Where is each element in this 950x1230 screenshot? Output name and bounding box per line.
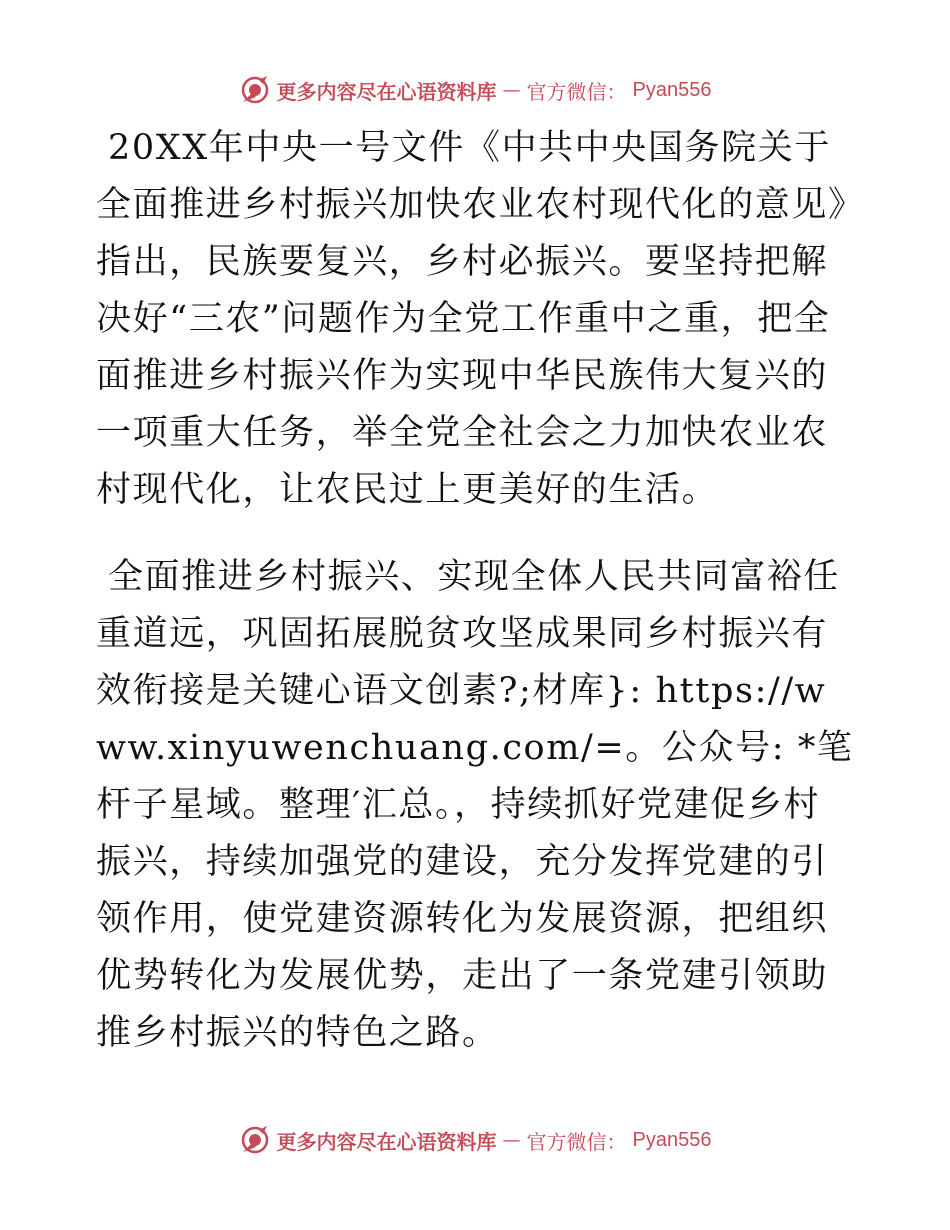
paragraph-2: 全面推进乡村振兴、实现全体人民共同富裕任重道远，巩固拓展脱贫攻坚成果同乡村振兴有效衔接是关键心语文创素?;材库}: https://www.xinyuwenchuang.com/=。公众号: *笔杆子星域。整理′汇总。，持续抓好党建促乡村振兴，持续加强党的建设，充分发挥党建的引领作用，使党建资源转化为发展资源，把组织优势转化为发展优势，走出了一条党建引领助推乡村振兴的特色之路。: [96, 557, 854, 1053]
footer-banner-main-text: 更多内容尽在心语资料库: [276, 1129, 497, 1154]
header-banner-content: [239, 74, 712, 106]
header-banner-handle: Pyan556: [632, 78, 712, 101]
header-watermark-banner: [0, 70, 950, 110]
footer-banner-handle: Pyan556: [632, 1128, 712, 1151]
footer-watermark-banner: [0, 1120, 950, 1160]
header-banner-sub-text: 官方微信：: [526, 79, 627, 104]
footer-banner-separator: —: [502, 1129, 521, 1151]
header-banner-main-text: 更多内容尽在心语资料库: [276, 79, 497, 104]
document-body: [96, 120, 856, 1062]
footer-banner-sub-text: 官方微信：: [526, 1129, 627, 1154]
pen-circle-logo-icon: [239, 74, 271, 106]
header-banner-separator: —: [502, 79, 521, 101]
footer-banner-content: [239, 1124, 712, 1156]
pen-circle-logo-icon: [239, 1124, 271, 1156]
paragraph-1: 20XX年中央一号文件《中共中央国务院关于全面推进乡村振兴加快农业农村现代化的意见》指出，民族要复兴，乡村必振兴。要坚持把解决好“三农”问题作为全党工作重中之重，把全面推进乡村振兴作为实现中华民族伟大复兴的一项重大任务，举全党全社会之力加快农业农村现代化，让农民过上更美好的生活。: [96, 128, 848, 510]
